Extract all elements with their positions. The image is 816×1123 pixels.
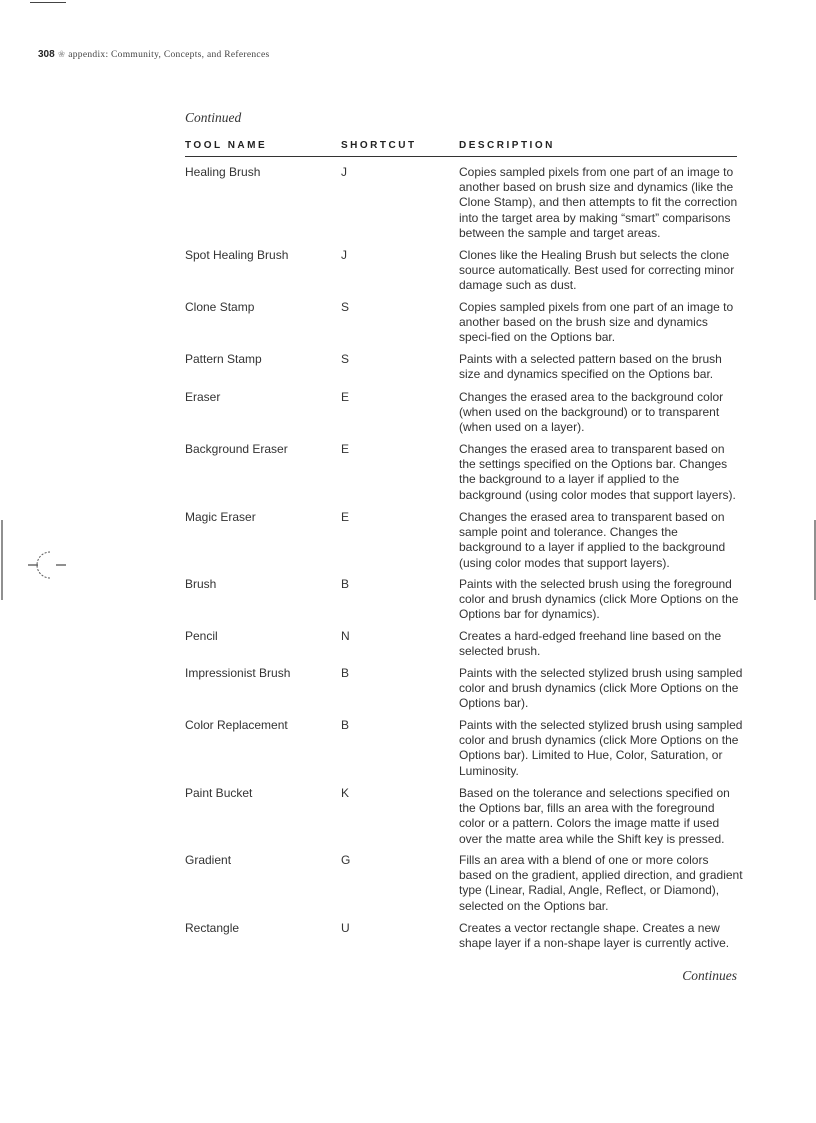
tool-description: Copies sampled pixels from one part of an image to another based on the brush size and dynamics speci-fied on the Options bar. — [459, 300, 734, 345]
tool-shortcut: G — [341, 853, 351, 867]
tool-description: Creates a hard-edged freehand line based on the selected brush. — [459, 629, 722, 659]
continued-label: Continued — [185, 110, 242, 125]
running-head — [38, 48, 269, 61]
tool-shortcut: S — [341, 300, 350, 314]
tool-description: Copies sampled pixels from one part of an image to another based on brush size and dynamics (like the Clone Stamp), and then attempts to fit the correction into the target area by making “smart” comparisons between the sample and target areas. — [459, 165, 738, 240]
tool-shortcut: J — [341, 165, 347, 179]
tool-name: Spot Healing Brush — [185, 248, 289, 262]
crop-mark-left — [0, 520, 70, 600]
tool-shortcut: U — [341, 921, 350, 935]
tool-description: Based on the tolerance and selections specified on the Options bar, fills an area with the foreground color or a pattern. Colors the image matte if used over the matte area while the Shift key is pressed. — [459, 786, 730, 846]
tool-name: Clone Stamp — [185, 300, 255, 314]
tool-description: Changes the erased area to transparent based on sample point and tolerance. Changes the background to a layer if applied to the background (using color modes that support layers). — [459, 510, 726, 570]
tool-shortcut: E — [341, 510, 350, 524]
tool-shortcut: K — [341, 786, 350, 800]
tool-name: Background Eraser — [185, 442, 288, 456]
tool-description: Paints with the selected stylized brush using sampled color and brush dynamics (click More Options on the Options bar). — [459, 666, 743, 711]
tool-shortcut: J — [341, 248, 347, 262]
tool-description: Fills an area with a blend of one or more colors based on the gradient, applied direction, and gradient type (Linear, Radial, Angle, Reflect, or Diamond), selected on the Options bar. — [459, 853, 743, 913]
tool-name: Brush — [185, 577, 217, 591]
tool-name: Gradient — [185, 853, 232, 867]
tool-shortcut: E — [341, 442, 350, 456]
tool-name: Color Replacement — [185, 718, 288, 732]
fleuron-icon: ❀ — [57, 49, 66, 59]
tool-name: Rectangle — [185, 921, 240, 935]
top-trim-rule — [30, 2, 66, 3]
tool-shortcut: S — [341, 352, 350, 366]
tool-shortcut: B — [341, 718, 350, 732]
tool-name: Pencil — [185, 629, 218, 643]
tool-shortcut: N — [341, 629, 350, 643]
tool-description: Paints with a selected pattern based on the brush size and dynamics specified on the Options bar. — [459, 352, 722, 382]
column-header-tool-name: TOOL NAME — [185, 140, 268, 151]
column-header-description: DESCRIPTION — [459, 140, 555, 151]
table-header — [185, 140, 737, 157]
tool-description: Paints with the selected brush using the foreground color and brush dynamics (click More Options on the Options bar for dynamics). — [459, 577, 739, 622]
tool-description: Paints with the selected stylized brush using sampled color and brush dynamics (click More Options on the Options bar). Limited to Hue, Color, Saturation, or Luminosity. — [459, 718, 743, 778]
section-prefix: appendix: — [68, 50, 109, 60]
tool-name: Magic Eraser — [185, 510, 256, 524]
tool-name: Healing Brush — [185, 165, 261, 179]
tool-name: Paint Bucket — [185, 786, 253, 800]
tool-description: Creates a vector rectangle shape. Creates a new shape layer if a non-shape layer is currently active. — [459, 921, 730, 951]
tool-name: Pattern Stamp — [185, 352, 262, 366]
tool-description: Clones like the Healing Brush but selects the clone source automatically. Best used for correcting minor damage such as dust. — [459, 248, 735, 293]
continues-label: Continues — [682, 968, 737, 983]
tool-name: Eraser — [185, 390, 221, 404]
page-number: 308 — [38, 49, 55, 60]
section-title: Community, Concepts, and References — [111, 50, 270, 60]
tool-shortcut: B — [341, 577, 350, 591]
tool-shortcut: B — [341, 666, 350, 680]
column-header-shortcut: SHORTCUT — [341, 140, 417, 151]
tool-name: Impressionist Brush — [185, 666, 291, 680]
tool-shortcut: E — [341, 390, 350, 404]
tool-description: Changes the erased area to transparent based on the settings specified on the Options bar. Changes the background to a layer if applied to the background (using color modes that support layers). — [459, 442, 736, 502]
tool-description: Changes the erased area to the background color (when used on the background) or to transparent (when used on a layer). — [459, 390, 724, 435]
